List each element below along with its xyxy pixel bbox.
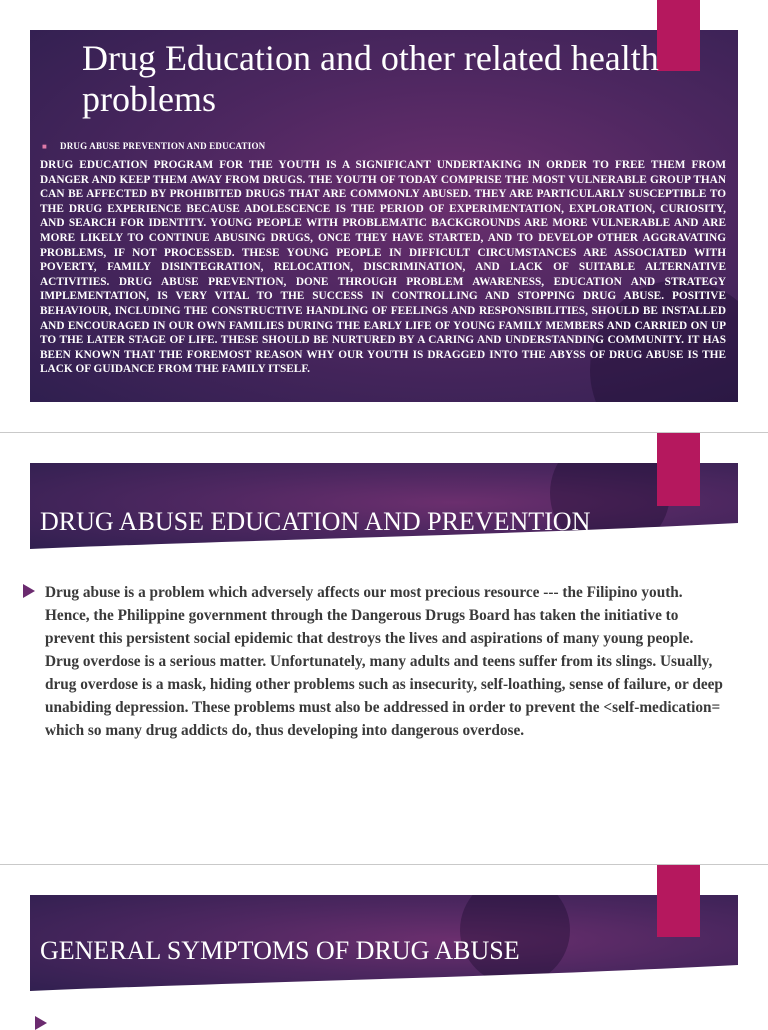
bullet-arrow-icon [23, 584, 35, 598]
slide-3-heading: GENERAL SYMPTOMS OF DRUG ABUSE [40, 936, 520, 965]
accent-tab [657, 865, 700, 937]
slide-2-body: Drug abuse is a problem which adversely affects our most precious resource --- the Filipino youth. Hence, the Philippine government through the Dangerous Drugs Board has taken the initiative to prevent this persistent social epidemic that destroys the lives and aspirations of many young people. Drug overdose is a serious matter. Unfortunately, many adults and teens suffer from its slings. Usually, drug overdose is a mask, hiding other problems such as insecurity, self-loathing, sense of failure, or deep unabiding depression. These problems must also be addressed in order to prevent the <self-medication= which so many drug addicts do, thus developing into dangerous overdose. [45, 584, 723, 739]
bullet-dot: ■ [42, 142, 47, 151]
slide-1-body: DRUG EDUCATION PROGRAM FOR THE YOUTH IS A SIGNIFICANT UNDERTAKING IN ORDER TO FREE THEM FROM DANGER AND KEEP THEM AWAY FROM DRUGS. THE YOUTH OF TODAY COMPRISE THE MOST VULNERABLE GROUP THAN CAN BE AFFECTED BY PROHIBITED DRUGS THAT ARE COMMONLY ABUSED. THEY ARE PARTICULARLY SUSCEPTIBLE TO THE DRUG EXPERIENCE BECAUSE ADOLESCENCE IS THE PERIOD OF EXPERIMENTATION, EXPLORATION, CURIOSITY, AND SEARCH FOR IDENTITY. YOUNG PEOPLE WITH PROBLEMATIC BACKGROUNDS ARE MORE VULNERABLE AND ARE MORE LIKELY TO CONTINUE ABUSING DRUGS, ONCE THEY HAVE STARTED, AND TO DEVELOP OTHER AGGRAVATING PROBLEMS, IF NOT PROCESSED. THESE YOUNG PEOPLE IN DIFFICULT CIRCUMSTANCES ARE ASSOCIATED WITH POVERTY, FAMILY DISINTEGRATION, RELOCATION, DISCRIMINATION, AND LACK OF SUITABLE ALTERNATIVE ACTIVITIES. DRUG ABUSE PREVENTION, DONE THROUGH PROBLEM AWARENESS, EDUCATION AND STRATEGY IMPLEMENTATION, IS VERY VITAL TO THE SUCCESS IN CONTROLLING AND STOPPING DRUG ABUSE. POSITIVE BEHAVIOUR, INCLUDING THE CONSTRUCTIVE HANDLING OF FEELINGS AND RESPONSIBILITIES, SHOULD BE INSTALLED AND ENCOURAGED IN OUR OWN FAMILIES DURING THE EARLY LIFE OF YOUNG FAMILY MEMBERS AND CARRIED ON UP TO THE LATER STAGE OF LIFE. THESE SHOULD BE NURTURED BY A CARING AND UNDERSTANDING COMMUNITY. IT HAS BEEN KNOWN THAT THE FOREMOST REASON WHY OUR YOUTH IS DRAGGED INTO THE ABYSS OF DRUG ABUSE IS THE LACK OF GUIDANCE FROM THE FAMILY ITSELF. [40, 159, 726, 376]
slide-2-heading: DRUG ABUSE EDUCATION AND PREVENTION [40, 507, 591, 536]
accent-tab [657, 433, 700, 506]
slide-1-title: Drug Education and other related health problems [82, 38, 659, 119]
slide-1-subtitle: DRUG ABUSE PREVENTION AND EDUCATION [60, 141, 266, 151]
bullet-arrow-icon [35, 1016, 47, 1030]
header-curve [30, 965, 738, 995]
slide-1 [0, 0, 768, 432]
